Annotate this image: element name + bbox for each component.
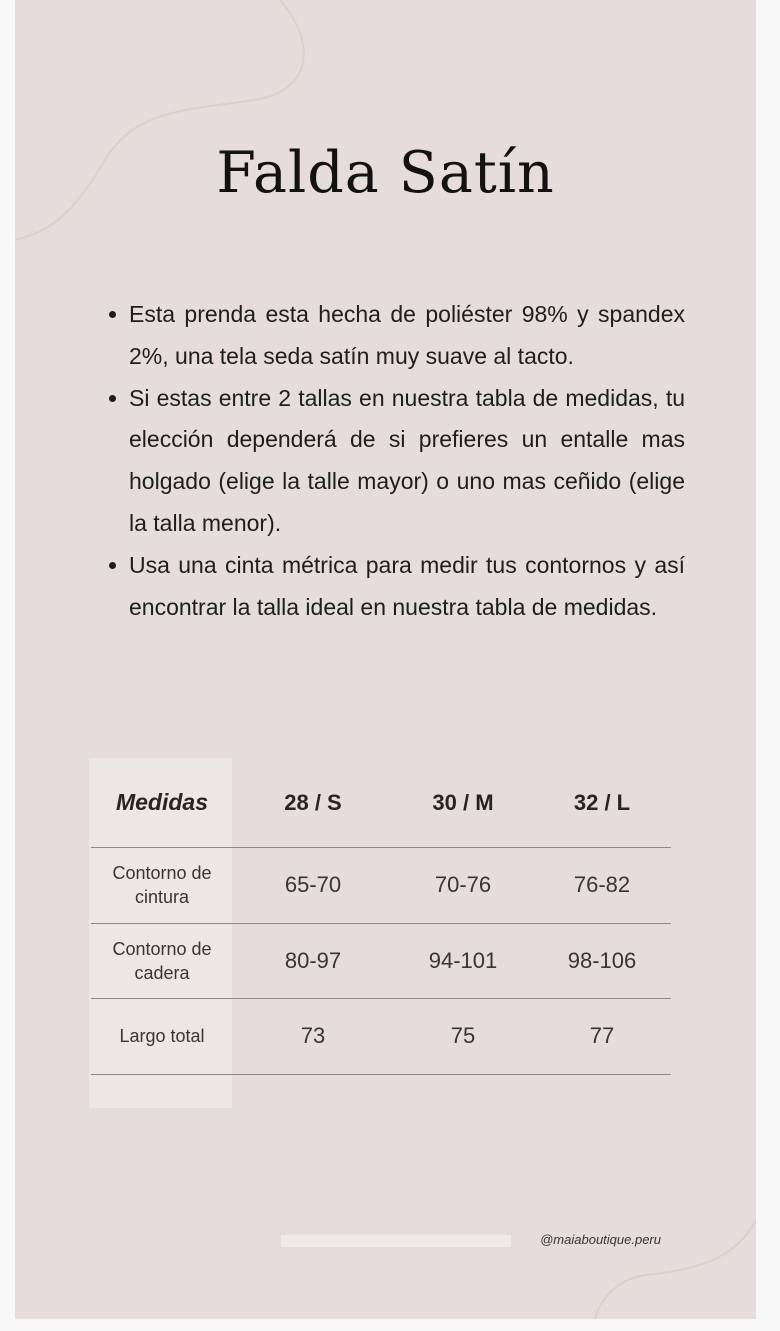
- cell-value: 80-97: [284, 947, 342, 973]
- size-table: [91, 758, 671, 1075]
- info-bullet-list: [105, 294, 685, 628]
- bullet-measure-tip: Usa una cinta métrica para medir tus contornos y así encontrar la talla ideal en nuestra tabla de medidas.: [105, 545, 685, 629]
- footer-bar: [281, 1235, 511, 1247]
- row-label: Contorno de cintura: [112, 863, 212, 908]
- row-label: Largo total: [119, 1026, 205, 1047]
- product-info-card: [15, 0, 756, 1319]
- social-handle: @maiaboutique.peru: [540, 1232, 661, 1247]
- table-header-row: [91, 758, 671, 848]
- cell-value: 73: [300, 1023, 326, 1049]
- row-label: Contorno de cadera: [112, 938, 212, 983]
- header-size-m: 30 / M: [432, 789, 494, 815]
- table-row: [91, 924, 671, 1000]
- cell-value: 76-82: [573, 872, 631, 898]
- bullet-fabric: Esta prenda esta hecha de poliéster 98% y spandex 2%, una tela seda satín muy suave al tacto.: [105, 294, 685, 378]
- cell-value: 75: [450, 1023, 476, 1049]
- table-row: [91, 848, 671, 924]
- header-medidas: Medidas: [115, 789, 209, 815]
- header-size-l: 32 / L: [573, 789, 631, 815]
- cell-value: 70-76: [434, 872, 492, 898]
- cell-value: 65-70: [284, 872, 342, 898]
- cell-value: 77: [589, 1023, 615, 1049]
- cell-value: 98-106: [567, 947, 637, 973]
- header-size-s: 28 / S: [284, 789, 342, 815]
- page-title: Falda Satín: [216, 140, 555, 206]
- table-row: [91, 999, 671, 1075]
- cell-value: 94-101: [428, 947, 498, 973]
- bullet-sizing-advice: Si estas entre 2 tallas en nuestra tabla de medidas, tu elección dependerá de si prefieres un entalle mas holgado (elige la talle mayor) o uno mas ceñido (elige la talla menor).: [105, 378, 685, 545]
